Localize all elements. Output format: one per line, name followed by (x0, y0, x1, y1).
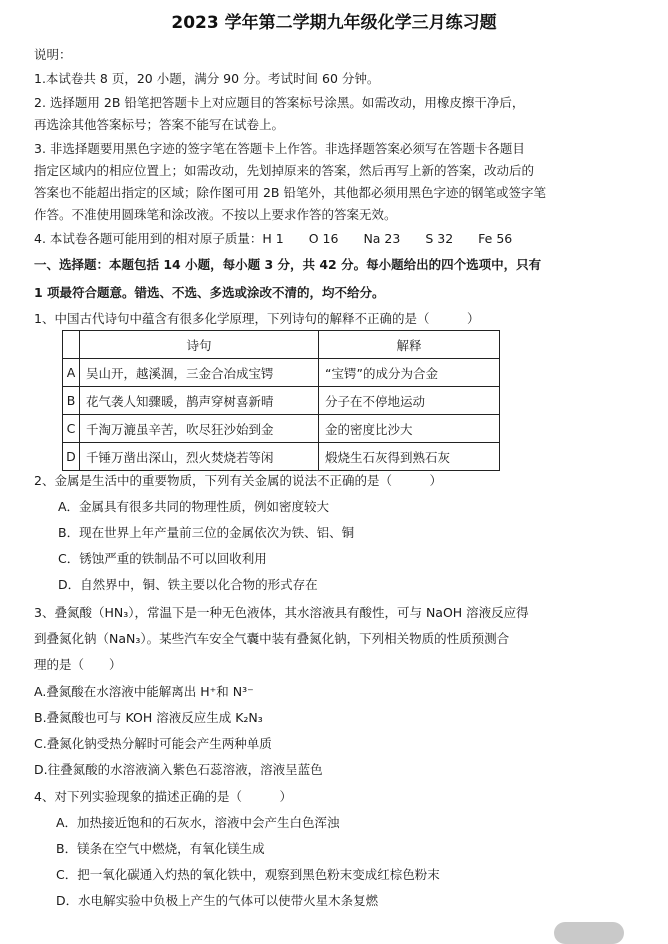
instruction-3-line-3: 答案也不能超出指定的区域；除作图可用 2B 铅笔外，其他都必须用黑色字迹的钢笔或签字笔 (34, 185, 546, 200)
instructions-heading: 说明： (34, 47, 72, 62)
page-title: 2023 学年第二学期九年级化学三月练习题 (171, 13, 497, 33)
row-poem: 吴山开，越溪涸，三金合冶成宝锷 (80, 359, 319, 387)
table-header-key (63, 331, 80, 359)
table-header-explain: 解释 (319, 331, 500, 359)
instruction-1: 1.本试卷共 8 页，20 小题，满分 90 分。考试时间 60 分钟。 (34, 71, 380, 86)
question-4-option-c: C．把一氧化碳通入灼热的氧化铁中，观察到黑色粉末变成红棕色粉末 (56, 867, 440, 882)
row-explain: 煅烧生石灰得到熟石灰 (319, 443, 500, 471)
question-2-option-d: D．自然界中，铜、铁主要以化合物的形式存在 (58, 577, 318, 592)
question-3-stem-line-1: 3、叠氮酸（HN₃），常温下是一种无色液体，其水溶液具有酸性，可与 NaOH 溶液反应得 (34, 605, 529, 620)
question-1-stem: 1、中国古代诗句中蕴含有很多化学原理，下列诗句的解释不正确的是（ ） (34, 311, 480, 326)
row-poem: 花气袭人知骤暖，鹊声穿树喜新晴 (80, 387, 319, 415)
table-header-poem: 诗句 (80, 331, 319, 359)
question-3-option-a: A.叠氮酸在水溶液中能解离出 H⁺和 N³⁻ (34, 684, 254, 699)
question-4-option-d: D．水电解实验中负极上产生的气体可以使带火星木条复燃 (56, 893, 379, 908)
question-4-option-a: A．加热接近饱和的石灰水，溶液中会产生白色浑浊 (56, 815, 340, 830)
row-poem: 千淘万漉虽辛苦，吹尽狂沙始到金 (80, 415, 319, 443)
question-2-option-b: B．现在世界上年产量前三位的金属依次为铁、铝、铜 (58, 525, 355, 540)
table-row (63, 387, 500, 415)
table-row (63, 359, 500, 387)
row-explain: 分子在不停地运动 (319, 387, 500, 415)
question-2-option-a: A．金属具有很多共同的物理性质，例如密度较大 (58, 499, 330, 514)
question-4-stem: 4、对下列实验现象的描述正确的是（ ） (34, 789, 292, 804)
row-explain: 金的密度比沙大 (319, 415, 500, 443)
table-row (63, 415, 500, 443)
row-poem: 千锤万凿出深山，烈火焚烧若等闲 (80, 443, 319, 471)
row-key: A (63, 359, 80, 387)
row-key: D (63, 443, 80, 471)
instruction-2-line-1: 2. 选择题用 2B 铅笔把答题卡上对应题目的答案标号涂黑。如需改动，用橡皮擦干净后， (34, 95, 525, 110)
question-3-stem-line-2: 到叠氮化钠（NaN₃）。某些汽车安全气囊中装有叠氮化钠，下列相关物质的性质预测合 (34, 631, 510, 646)
question-3-option-d: D.往叠氮酸的水溶液滴入紫色石蕊溶液，溶液呈蓝色 (34, 762, 323, 777)
row-key: C (63, 415, 80, 443)
table-header-row (63, 331, 500, 359)
instruction-3-line-1: 3. 非选择题要用黑色字迹的签字笔在答题卡上作答。非选择题答案必须写在答题卡各题目 (34, 141, 525, 156)
section-heading-line-1: 一、选择题：本题包括 14 小题，每小题 3 分，共 42 分。每小题给出的四个选项中，只有 (34, 257, 542, 272)
question-3-option-b: B.叠氮酸也可与 KOH 溶液反应生成 K₂N₃ (34, 710, 263, 725)
question-2-stem: 2、金属是生活中的重要物质，下列有关金属的说法不正确的是（ ） (34, 473, 442, 488)
row-explain: “宝锷”的成分为合金 (319, 359, 500, 387)
instruction-3-line-2: 指定区域内的相应位置上；如需改动，先划掉原来的答案，然后再写上新的答案，改动后的 (34, 163, 535, 178)
question-1-table (62, 330, 500, 471)
section-heading-line-2: 1 项最符合题意。错选、不选、多选或涂改不清的，均不给分。 (34, 285, 385, 300)
instruction-2-line-2: 再选涂其他答案标号；答案不能写在试卷上。 (34, 117, 285, 132)
question-4-option-b: B．镁条在空气中燃烧，有氧化镁生成 (56, 841, 265, 856)
question-3-stem-line-3: 理的是（ ） (34, 657, 122, 672)
instruction-4: 4. 本试卷各题可能用到的相对原子质量：H 1 O 16 Na 23 S 32 Fe 56 (34, 231, 513, 246)
instruction-3-line-4: 作答。不准使用圆珠笔和涂改液。不按以上要求作答的答案无效。 (34, 207, 397, 222)
table-row (63, 443, 500, 471)
row-key: B (63, 387, 80, 415)
scan-artifact (554, 922, 624, 944)
question-3-option-c: C.叠氮化钠受热分解时可能会产生两种单质 (34, 736, 272, 751)
question-2-option-c: C．锈蚀严重的铁制品不可以回收利用 (58, 551, 267, 566)
